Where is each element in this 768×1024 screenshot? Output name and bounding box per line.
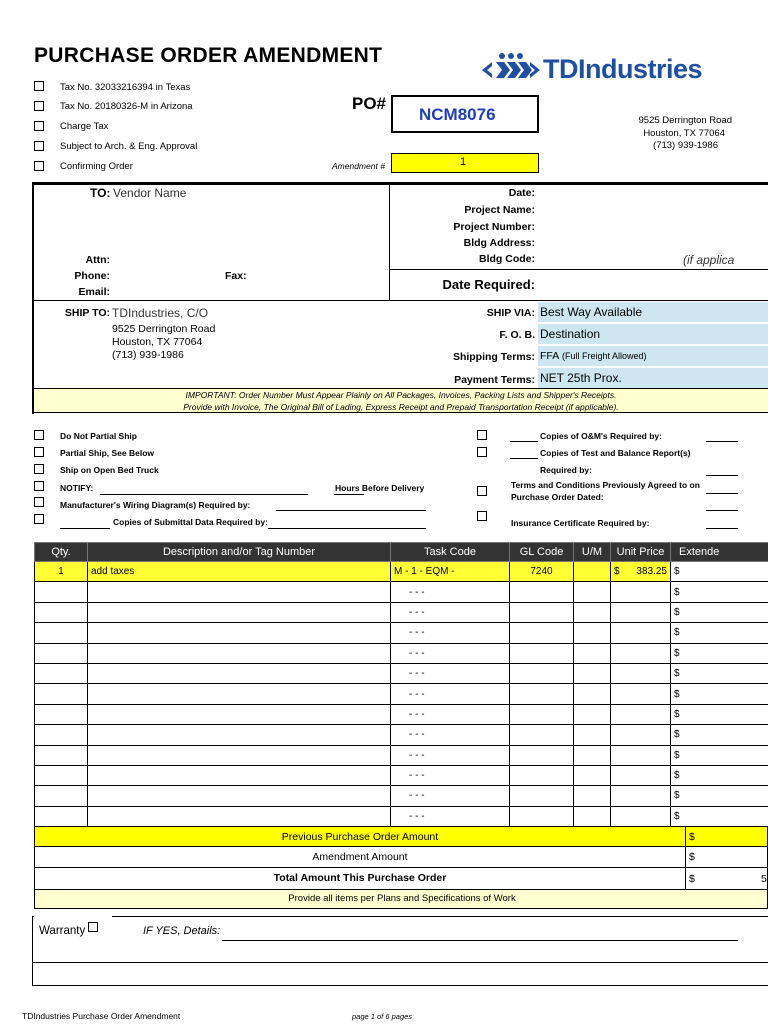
table-row[interactable] (35, 562, 768, 582)
total-amount-dollar: $ (689, 873, 695, 885)
fax-label: Fax: (225, 270, 247, 282)
cell-task-code[interactable]: - - - (391, 725, 510, 745)
cell-unit-price[interactable] (611, 806, 671, 826)
cell-task-code[interactable]: - - - (391, 663, 510, 683)
shipping-terms-value: FFA (540, 350, 560, 362)
date-required-label: Date Required: (442, 277, 535, 292)
payment-terms-label: Payment Terms: (454, 374, 535, 386)
insurance-line-1[interactable] (706, 510, 738, 511)
cell-unit-price[interactable] (611, 765, 671, 785)
do-not-partial-label: Do Not Partial Ship (60, 431, 137, 441)
cell-extended[interactable]: $ (671, 786, 768, 806)
bldg-address-label: Bldg Address: (463, 237, 535, 249)
table-row[interactable] (35, 725, 768, 745)
table-row[interactable] (35, 623, 768, 643)
partial-ship-checkbox[interactable] (34, 447, 44, 457)
cell-unit-price[interactable] (611, 745, 671, 765)
important-line2: Provide with Invoice, The Original Bill of Lading, Express Receipt and Prepaid Transportation Receipt (if applicable). (183, 402, 619, 412)
tb-line[interactable] (706, 475, 738, 476)
tax-texas-label: Tax No. 32033216394 in Texas (60, 82, 191, 93)
warranty-label: Warranty (39, 925, 86, 937)
ship-via-label: SHIP VIA: (486, 307, 535, 319)
important-notice (34, 388, 768, 413)
cell-task-code[interactable]: - - - (391, 745, 510, 765)
cell-unit-price[interactable] (611, 725, 671, 745)
company-address-line2: Houston, TX 77064 (643, 128, 725, 139)
wiring-checkbox[interactable] (34, 497, 44, 507)
cell-description[interactable] (88, 786, 391, 806)
cell-qty[interactable] (35, 704, 88, 724)
cell-qty[interactable] (35, 663, 88, 683)
col-unit-price: Unit Price (611, 543, 671, 562)
po-number-box[interactable] (391, 95, 539, 133)
cell-gl-code[interactable] (510, 786, 574, 806)
shipping-terms-note: (Full Freight Allowed) (562, 351, 647, 361)
date-label: Date: (508, 187, 535, 199)
bldg-code-label: Bldg Code: (479, 253, 535, 265)
submittal-checkbox[interactable] (34, 514, 44, 524)
om-label: Copies of O&M's Required by: (540, 431, 662, 441)
cell-task-code[interactable]: - - - (391, 806, 510, 826)
if-applicable-note: (if applica (683, 253, 735, 267)
po-number: NCM8076 (419, 105, 496, 124)
to-label: TO: (90, 186, 111, 200)
cell-description[interactable] (88, 704, 391, 724)
project-name-label: Project Name: (464, 204, 535, 216)
cell-description[interactable] (88, 684, 391, 704)
hours-before-label: Hours Before Delivery (335, 483, 425, 493)
cell-task-code[interactable]: - - - (391, 684, 510, 704)
cell-qty[interactable] (35, 643, 88, 663)
cell-extended[interactable]: $ (671, 602, 768, 622)
fob-label: F. O. B. (499, 329, 535, 341)
cell-description[interactable] (88, 663, 391, 683)
col-task-code: Task Code (391, 543, 510, 562)
cell-extended[interactable]: $ (671, 745, 768, 765)
tax-texas-checkbox[interactable] (34, 81, 44, 91)
warranty-details-line[interactable] (222, 940, 738, 941)
previous-amount-row (34, 826, 768, 847)
logo-text: TDIndustries (543, 54, 703, 84)
ship-to-label: SHIP TO: (64, 307, 110, 319)
cell-um[interactable] (574, 602, 611, 622)
cell-extended[interactable]: $ (671, 684, 768, 704)
if-yes-label: IF YES, Details: (143, 925, 221, 937)
table-row[interactable] (35, 602, 768, 622)
col-qty: Qty. (35, 543, 88, 562)
ship-to-line2: Houston, TX 77064 (112, 336, 203, 348)
cell-extended[interactable]: $ (671, 765, 768, 785)
cell-um[interactable] (574, 806, 611, 826)
submittal-copies-line[interactable] (60, 528, 110, 529)
insurance-label: Insurance Certificate Required by: (511, 518, 650, 528)
tax-arizona-checkbox[interactable] (34, 101, 44, 111)
confirming-order-checkbox[interactable] (34, 161, 44, 171)
previous-amount-label: Previous Purchase Order Amount (281, 831, 439, 843)
price-dollar-sign: $ (614, 566, 620, 578)
cell-extended[interactable]: $ (671, 562, 768, 582)
cell-extended[interactable]: $ (671, 806, 768, 826)
cell-gl-code[interactable] (510, 745, 574, 765)
footer-doc-name: TDIndustries Purchase Order Amendment (22, 1011, 181, 1021)
attn-label: Attn: (85, 254, 110, 266)
notify-label: NOTIFY: (60, 483, 94, 493)
amendment-number-box[interactable] (391, 153, 539, 173)
ship-to-phone: (713) 939-1986 (112, 349, 184, 361)
table-row[interactable] (35, 745, 768, 765)
cell-gl-code[interactable] (510, 623, 574, 643)
cell-gl-code[interactable] (510, 602, 574, 622)
terms-checkbox[interactable] (477, 486, 487, 496)
project-number-label: Project Number: (453, 221, 535, 233)
tb-copies-line[interactable] (510, 458, 538, 459)
cell-um[interactable] (574, 786, 611, 806)
cell-task-code[interactable]: M - 1 - EQM - (391, 562, 510, 582)
notify-line[interactable] (100, 494, 308, 495)
cell-gl-code[interactable] (510, 725, 574, 745)
cell-um[interactable] (574, 623, 611, 643)
important-line1: IMPORTANT: Order Number Must Appear Plainly on All Packages, Invoices, Packing Lists and Shipper's Receipts. (185, 390, 617, 400)
table-row[interactable] (35, 765, 768, 785)
cell-qty[interactable] (35, 582, 88, 602)
cell-extended[interactable]: $ (671, 643, 768, 663)
open-bed-checkbox[interactable] (34, 464, 44, 474)
cell-qty[interactable] (35, 684, 88, 704)
provide-items-label: Provide all items per Plans and Specifications of Work (288, 893, 516, 904)
do-not-partial-checkbox[interactable] (34, 430, 44, 440)
company-phone: (713) 939-1986 (653, 140, 718, 151)
ship-to-line1: 9525 Derrington Road (112, 323, 216, 335)
confirming-order-label: Confirming Order (60, 161, 133, 172)
ship-via-field[interactable] (538, 302, 768, 322)
cell-gl-code[interactable] (510, 704, 574, 724)
table-row[interactable] (35, 643, 768, 663)
cell-qty[interactable] (35, 765, 88, 785)
cell-description[interactable] (88, 623, 391, 643)
cell-task-code[interactable]: - - - (391, 623, 510, 643)
vendor-project-divider (389, 184, 390, 301)
col-um: U/M (574, 543, 611, 562)
cell-unit-price[interactable] (611, 562, 671, 582)
terms-line[interactable] (706, 493, 738, 494)
cell-extended[interactable]: $ (671, 663, 768, 683)
cell-um[interactable] (574, 582, 611, 602)
cell-unit-price[interactable] (611, 786, 671, 806)
terms-line1: Terms and Conditions Previously Agreed to on (511, 480, 700, 490)
cell-um[interactable] (574, 725, 611, 745)
amendment-amount-dollar: $ (689, 851, 695, 863)
company-address-line1: 9525 Derrington Road (638, 115, 732, 126)
cell-task-code[interactable]: - - - (391, 602, 510, 622)
cell-unit-price[interactable] (611, 643, 671, 663)
table-row[interactable] (35, 786, 768, 806)
cell-unit-price[interactable] (611, 582, 671, 602)
previous-amount-dollar: $ (689, 831, 695, 843)
table-header-row (35, 543, 768, 562)
tb-required-label: Required by: (540, 465, 592, 475)
cell-qty[interactable]: 1 (35, 562, 88, 582)
shipping-terms-field[interactable] (538, 346, 768, 366)
cell-um[interactable] (574, 663, 611, 683)
payment-terms-field[interactable] (538, 368, 768, 388)
partial-ship-label: Partial Ship, See Below (60, 448, 155, 458)
cell-gl-code[interactable] (510, 643, 574, 663)
cell-gl-code[interactable] (510, 765, 574, 785)
cell-qty[interactable] (35, 806, 88, 826)
ship-via-value: Best Way Available (540, 305, 643, 319)
ship-divider (34, 300, 768, 301)
payment-terms-value: NET 25th Prox. (540, 371, 622, 385)
om-checkbox[interactable] (477, 430, 487, 440)
om-copies-line[interactable] (510, 441, 538, 442)
insurance-checkbox[interactable] (477, 511, 487, 521)
wiring-line[interactable] (276, 510, 426, 511)
total-amount-value: 5 (761, 873, 767, 885)
cell-extended[interactable]: $ (671, 582, 768, 602)
cell-unit-price[interactable] (611, 704, 671, 724)
fob-value: Destination (540, 327, 601, 341)
warranty-divider (33, 962, 768, 963)
cell-um[interactable] (574, 684, 611, 704)
cell-task-code[interactable]: - - - (391, 765, 510, 785)
date-required-divider (389, 269, 768, 270)
wiring-label: Manufacturer's Wiring Diagram(s) Required by: (60, 500, 251, 510)
tb-label: Copies of Test and Balance Report(s) (540, 448, 691, 458)
hours-line[interactable] (334, 494, 364, 495)
cell-gl-code[interactable]: 7240 (510, 562, 574, 582)
cell-description[interactable] (88, 806, 391, 826)
om-line[interactable] (706, 441, 738, 442)
cell-um[interactable] (574, 765, 611, 785)
table-row[interactable] (35, 663, 768, 683)
total-amount-row (34, 868, 768, 890)
submittal-line[interactable] (268, 528, 426, 529)
cell-qty[interactable] (35, 725, 88, 745)
amendment-amount-label: Amendment Amount (312, 851, 408, 863)
table-row[interactable] (35, 684, 768, 704)
cell-description[interactable] (88, 745, 391, 765)
tax-arizona-label: Tax No. 20180326-M in Arizona (60, 101, 193, 112)
amendment-amount-row (34, 847, 768, 868)
col-gl-code: GL Code (510, 543, 574, 562)
warranty-gap (34, 916, 112, 918)
charge-tax-label: Charge Tax (60, 121, 109, 132)
amendment-number: 1 (460, 156, 467, 168)
warranty-checkbox[interactable] (88, 922, 98, 932)
cell-extended[interactable]: $ (671, 704, 768, 724)
cell-um[interactable] (574, 562, 611, 582)
cell-description[interactable]: add taxes (88, 562, 391, 582)
table-row[interactable] (35, 806, 768, 826)
total-amount-label: Total Amount This Purchase Order (273, 872, 447, 884)
cell-task-code[interactable]: - - - (391, 582, 510, 602)
tdindustries-logo-icon (480, 52, 542, 86)
cell-qty[interactable] (35, 602, 88, 622)
cell-um[interactable] (574, 745, 611, 765)
fob-field[interactable] (538, 324, 768, 344)
vendor-name[interactable]: Vendor Name (113, 186, 187, 200)
cell-task-code[interactable]: - - - (391, 704, 510, 724)
cell-unit-price[interactable] (611, 684, 671, 704)
cell-qty[interactable] (35, 745, 88, 765)
table-row[interactable] (35, 704, 768, 724)
cell-extended[interactable]: $ (671, 623, 768, 643)
cell-qty[interactable] (35, 786, 88, 806)
col-extended: Extende (671, 543, 768, 562)
arch-approval-checkbox[interactable] (34, 141, 44, 151)
col-description: Description and/or Tag Number (88, 543, 391, 562)
cell-description[interactable] (88, 765, 391, 785)
cell-task-code[interactable]: - - - (391, 643, 510, 663)
cell-um[interactable] (574, 643, 611, 663)
notify-checkbox[interactable] (34, 481, 44, 491)
po-label: PO# (352, 94, 387, 113)
cell-extended[interactable]: $ (671, 725, 768, 745)
email-label: Email: (78, 286, 110, 298)
amendment-label: Amendment # (332, 161, 385, 171)
tb-checkbox[interactable] (477, 447, 487, 457)
table-row[interactable] (35, 582, 768, 602)
cell-description[interactable] (88, 582, 391, 602)
charge-tax-checkbox[interactable] (34, 121, 44, 131)
box-left-border (32, 182, 34, 414)
cell-gl-code[interactable] (510, 663, 574, 683)
footer-page-number: page 1 of 6 pages (352, 1012, 413, 1021)
shipping-terms-label: Shipping Terms: (452, 351, 535, 363)
cell-gl-code[interactable] (510, 684, 574, 704)
phone-label: Phone: (74, 270, 110, 282)
arch-approval-label: Subject to Arch. & Eng. Approval (60, 141, 198, 152)
price-value: 383.25 (636, 566, 667, 578)
provide-items-row (34, 890, 768, 909)
insurance-line-2[interactable] (706, 528, 738, 529)
cell-description[interactable] (88, 725, 391, 745)
submittal-label: Copies of Submittal Data Required by: (113, 517, 268, 527)
cell-task-code[interactable]: - - - (391, 786, 510, 806)
thick-divider (32, 182, 768, 185)
cell-description[interactable] (88, 643, 391, 663)
open-bed-label: Ship on Open Bed Truck (60, 465, 159, 475)
line-items-table (34, 542, 768, 827)
page-title: PURCHASE ORDER AMENDMENT (34, 44, 383, 67)
cell-um[interactable] (574, 704, 611, 724)
cell-unit-price[interactable] (611, 663, 671, 683)
terms-line2: Purchase Order Dated: (511, 492, 604, 502)
cell-gl-code[interactable] (510, 806, 574, 826)
cell-gl-code[interactable] (510, 582, 574, 602)
cell-description[interactable] (88, 602, 391, 622)
cell-unit-price[interactable] (611, 623, 671, 643)
cell-unit-price[interactable] (611, 602, 671, 622)
ship-to-name: TDIndustries, C/O (112, 306, 209, 320)
cell-qty[interactable] (35, 623, 88, 643)
